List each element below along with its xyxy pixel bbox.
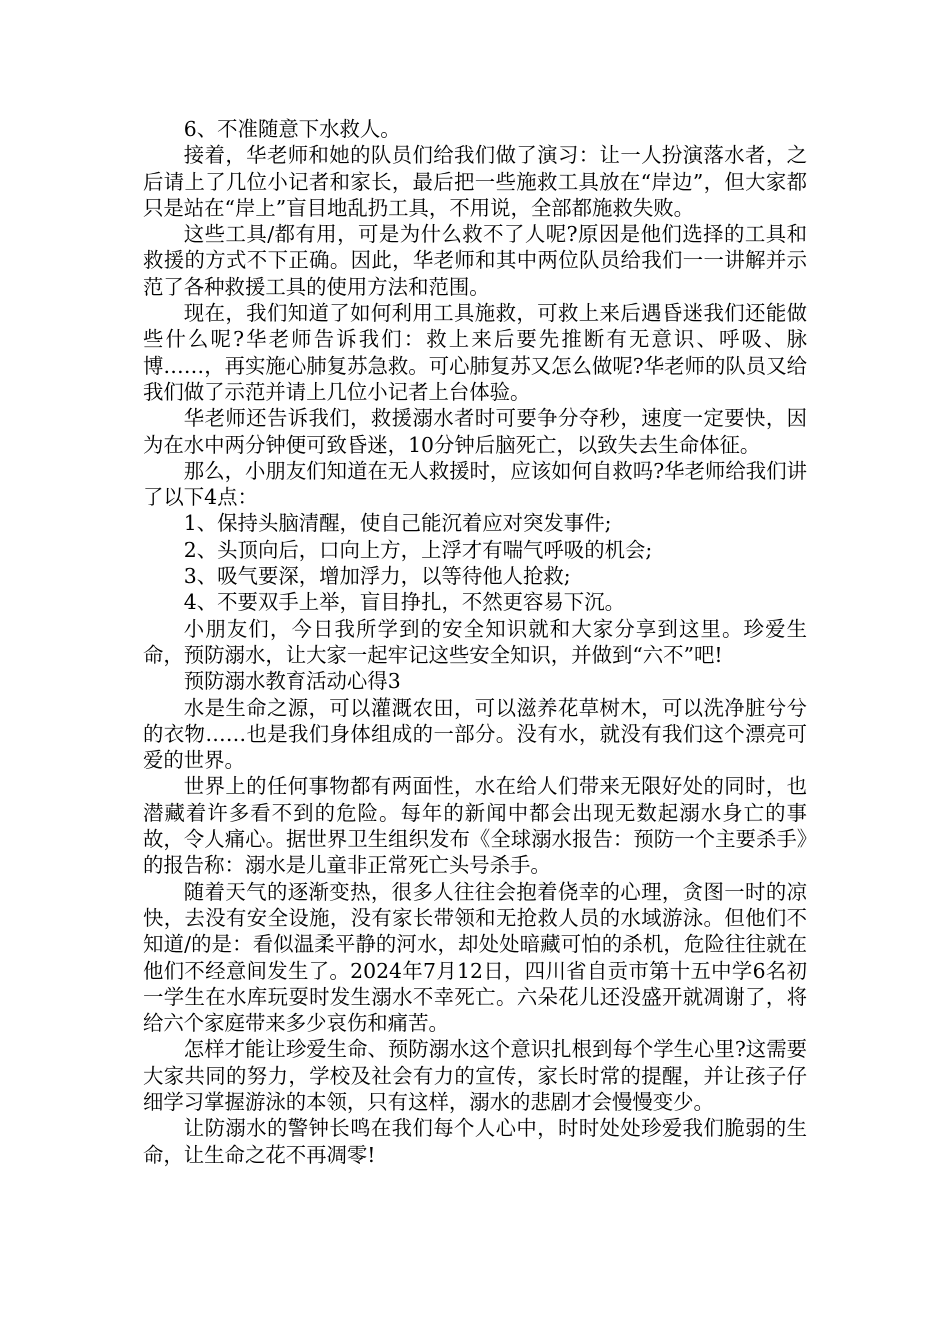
list-item-self-rescue-2: 2、头顶向后，口向上方，上浮才有喘气呼吸的机会;: [183, 537, 653, 562]
paragraph-two-sides: 世界上的任何事物都有两面性，水在给人们带来无限好处的同时，也潜藏着许多看不到的危险。每年的新闻中都会出现无数起溺水身亡的事故，令人痛心。据世界卫生组织发布《全球溺水报告：预防一个主要杀手》的报告称：溺水是儿童非正常死亡头号杀手。: [143, 774, 807, 878]
paragraph-summary: 小朋友们，今日我所学到的安全知识就和大家分享到这里。珍爱生命，预防溺水，让大家一起牢记这些安全知识，并做到“六不”吧!: [143, 616, 807, 667]
document-body: [143, 116, 807, 1168]
paragraph-self-rescue-intro: 那么，小朋友们知道在无人救援时，应该如何自救吗?华老师给我们讲了以下4点：: [143, 458, 807, 510]
paragraph-closing: 让防溺水的警钟长鸣在我们每个人心中，时时处处珍爱我们脆弱的生命，让生命之花不再凋零!: [143, 1116, 807, 1167]
paragraph-time: 华老师还告诉我们，救援溺水者时可要争分夺秒，速度一定要快，因为在水中两分钟便可致昏迷，10分钟后脑死亡，以致失去生命体征。: [143, 406, 807, 457]
paragraph-hot-weather: 随着天气的逐渐变热，很多人往往会抱着侥幸的心理，贪图一时的凉快，去没有安全设施，没有家长带领和无抢救人员的水域游泳。但他们不知道/的是：看似温柔平静的河水，却处处暗藏可怕的杀机，危险往往就在他们不经意间发生了。2024年7月12日，四川省自贡市第十五中学6名初一学生在水库玩耍时发生溺水不幸死亡。六朵花儿还没盛开就凋谢了，将给六个家庭带来多少哀伤和痛苦。: [143, 879, 807, 1036]
paragraph-drill: 接着，华老师和她的队员们给我们做了演习：让一人扮演落水者，之后请上了几位小记者和家长，最后把一些施救工具放在“岸边”，但大家都只是站在“岸上”盲目地乱扔工具，不用说，全部都施救失败。: [143, 143, 807, 220]
list-item-self-rescue-3: 3、吸气要深，增加浮力，以等待他人抢救;: [183, 564, 571, 589]
paragraph-rule-6: 6、不准随意下水救人。: [183, 117, 401, 141]
paragraph-water-source: 水是生命之源，可以灌溉农田，可以滋养花草树木，可以洗净脏兮兮的衣物……也是我们身体组成的一部分。没有水，就没有我们这个漂亮可爱的世界。: [143, 695, 807, 773]
paragraph-awareness: 怎样才能让珍爱生命、预防溺水这个意识扎根到每个学生心里?这需要大家共同的努力，学校及社会有力的宣传，家长时常的提醒，并让孩子仔细学习掌握游泳的本领，只有这样，溺水的悲剧才会慢慢变少。: [143, 1037, 807, 1114]
list-item-self-rescue-1: 1、保持头脑清醒，使自己能沉着应对突发事件;: [183, 511, 612, 536]
paragraph-tools: 这些工具/都有用，可是为什么救不了人呢?原因是他们选择的工具和救援的方式不下正确。因此，华老师和其中两位队员给我们一一讲解并示范了各种救援工具的使用方法和范围。: [143, 222, 807, 299]
section-title: 预防溺水教育活动心得3: [183, 669, 401, 694]
paragraph-cpr: 现在，我们知道了如何利用工具施救，可救上来后遇昏迷我们还能做些什么呢?华老师告诉我们：救上来后要先推断有无意识、呼吸、脉博……，再实施心肺复苏急救。可心肺复苏又怎么做呢?华老师的队员又给我们做了示范并请上几位小记者上台体验。: [143, 301, 807, 404]
list-item-self-rescue-4: 4、不要双手上举，盲目挣扎，不然更容易下沉。: [183, 590, 625, 615]
